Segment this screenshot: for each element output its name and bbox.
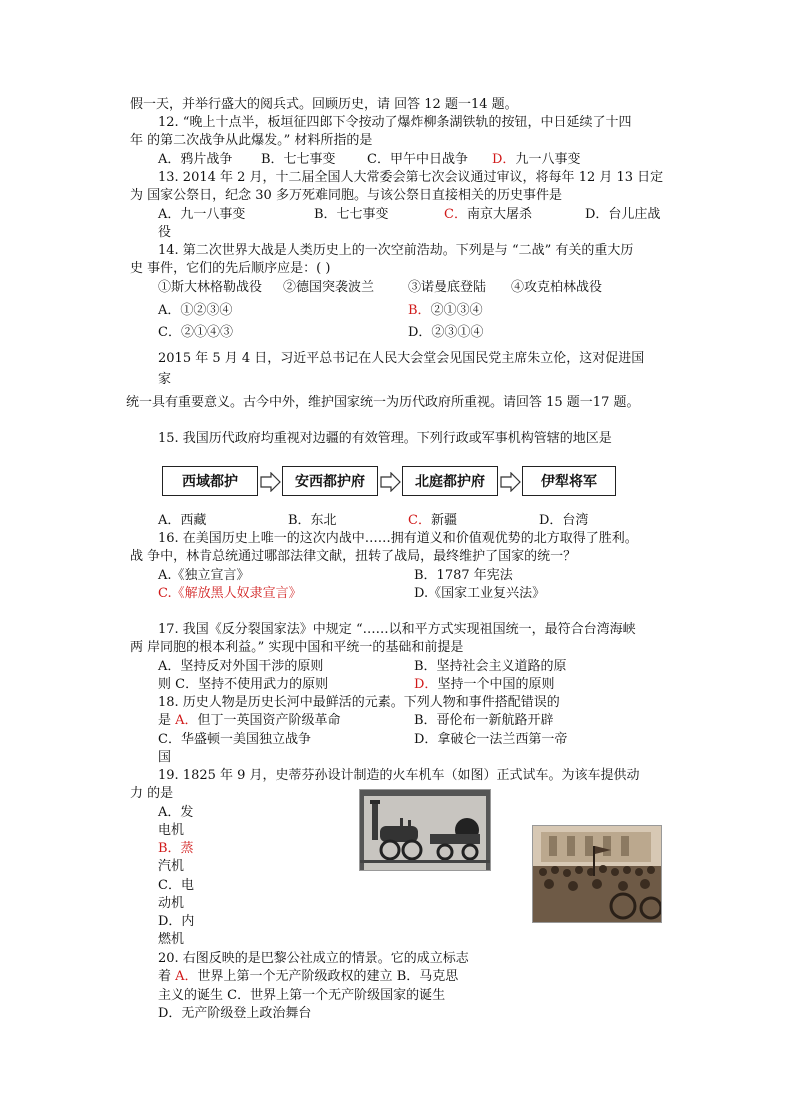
q17-option-b-cont: [158, 676, 328, 694]
q15-option-c: C．新疆: [408, 513, 457, 528]
q19-option-b: B．蒸: [158, 841, 194, 856]
q19-option-b-cont: 汽机: [158, 859, 185, 874]
q13-option-c: C．南京大屠杀: [444, 207, 532, 222]
q15-stem: 15. 我国历代政府均重视对边疆的有效管理。下列行政或军事机构管辖的地区是: [158, 431, 612, 446]
q14-option-d: D．②③①④: [408, 325, 484, 340]
flow-box-anxi: 安西都护府: [282, 466, 378, 496]
q18-option-b: B．哥伦布一新航路开辟: [414, 713, 554, 728]
q19-option-d-cont: 燃机: [158, 932, 185, 947]
flow-box-beiting: 北庭都护府: [402, 466, 498, 496]
q20-option-a-text: 世界上第一个无产阶级政权的建立: [197, 969, 393, 984]
q14-stem: 14. 第二次世界大战是人类历史上的一次空前浩劫。下列是与 “二战” 有关的重大历: [158, 243, 634, 258]
q15-option-a: A．西藏: [158, 513, 207, 528]
q14-option-c: C．②①④③: [158, 325, 233, 340]
flow-arrow-icon: [380, 472, 402, 492]
q19-option-a-cont: 电机: [158, 823, 185, 838]
q20-option-a: 着 A．世界上第一个无产阶级政权的建立 B．马克思: [158, 969, 459, 984]
q14-option-a: A．①②③④: [158, 303, 233, 318]
q17-option-c-text: C．坚持不使用武力的原则: [175, 677, 329, 692]
q20-option-b-text: B．马克思: [396, 969, 459, 984]
q17-option-d-text: 坚持一个中国的原则: [437, 677, 555, 692]
q12-option-b: B．七七事变: [261, 152, 336, 167]
q17-option-b: B．坚持社会主义道路的原: [414, 659, 567, 674]
intro-line: 假一天，并举行盛大的阅兵式。回顾历史，请 回答 12 题一14 题。: [130, 97, 518, 112]
q13-option-c-text: 南京大屠杀: [466, 207, 532, 222]
q18-option-a: 是 A．但丁一英国资产阶级革命: [158, 713, 341, 728]
q13-option-d: D．台儿庄战: [585, 207, 661, 222]
q13-option-b: B．七七事变: [314, 207, 389, 222]
q14-item-3: ③诺曼底登陆: [408, 280, 487, 295]
q19-stem-cont: 力 的是: [130, 786, 174, 801]
q18-option-a-text: 但丁一英国资产阶级革命: [197, 713, 341, 728]
q20-lead: 着: [158, 969, 172, 984]
q15-option-d: D．台湾: [539, 513, 589, 528]
q19-option-d: D．内: [158, 914, 195, 929]
flow-box-xiyu: 西域都护: [162, 466, 258, 496]
q20-stem: 20. 右图反映的是巴黎公社成立的情景。它的成立标志: [158, 951, 469, 966]
q19-option-c: C．电: [158, 878, 194, 893]
q17-option-d: D．坚持一个中国的原则: [414, 677, 555, 692]
q18-stem: 18. 历史人物是历史长河中最鲜活的元素。下列人物和事件搭配错误的: [158, 695, 560, 710]
q15-option-b: B．东北: [288, 513, 337, 528]
q13-stem-cont: 为 国家公祭日，纪念 30 多万死难同胞。与该公祭日直接相关的历史事件是: [130, 188, 562, 203]
q18-lead: 是: [158, 713, 172, 728]
locomotive-image: [359, 789, 491, 871]
q16-stem-cont: 战 争中，林肯总统通过哪部法律文献，扭转了战局，最终维护了国家的统一？: [130, 549, 577, 564]
q20-option-b-cont: [158, 987, 445, 1005]
q16-stem: 16. 在美国历史上唯一的这次内战中……拥有道义和价值观优势的北方取得了胜利。: [158, 531, 638, 546]
q14-item-2: ②德国突袭波兰: [283, 280, 375, 295]
q13-stem: 13. 2014 年 2 月，十二届全国人大常委会第七次会议通过审议，将每年 12 月 13 日定: [158, 170, 664, 185]
intro2-line1: 2015 年 5 月 4 日，习近平总书记在人民大会堂会见国民党主席朱立伦，这对促进国: [158, 351, 645, 366]
q19-option-c-cont: 动机: [158, 896, 185, 911]
q18-option-d: D．拿破仑一法兰西第一帝: [414, 732, 568, 747]
q16-option-a: A.《独立宣言》: [158, 568, 250, 583]
q13-option-d-cont: 役: [158, 225, 172, 240]
q12-stem: 12. “晚上十点半，板垣征四郎下令按动了爆炸柳条湖铁轨的按钮，中日延续了十四: [158, 115, 632, 130]
q14-item-4: ④攻克柏林战役: [511, 280, 603, 295]
q19-option-a: A．发: [158, 805, 194, 820]
q20-option-c-text: C．世界上第一个无产阶级国家的诞生: [227, 988, 446, 1003]
q13-option-a: A．九一八事变: [158, 207, 246, 222]
q14-option-b: B．②①③④: [408, 303, 483, 318]
q17-stem-cont: 两 岸同胞的根本利益。” 实现中国和平统一的基础和前提是: [130, 640, 464, 655]
q15-option-c-text: 新疆: [430, 513, 457, 528]
q19-stem: 19. 1825 年 9 月，史蒂芬孙设计制造的火车机车（如图）正式试车。为该车提供动: [158, 768, 640, 783]
intro2-line2: 家: [158, 372, 172, 387]
q12-option-a: A．鸦片战争: [158, 152, 233, 167]
flow-arrow-icon: [500, 472, 522, 492]
flow-arrow-icon: [260, 472, 282, 492]
q18-option-c: C．华盛顿一美国独立战争: [158, 732, 311, 747]
q16-option-b: B．1787 年宪法: [414, 568, 513, 583]
q17-option-b-cont-text: 则: [158, 677, 172, 692]
q17-option-a: A．坚持反对外国干涉的原则: [158, 659, 324, 674]
q14-option-b-text: ②①③④: [430, 303, 483, 318]
flow-box-yili: 伊犁将军: [522, 466, 616, 496]
q20-option-b-cont-text: 主义的诞生: [158, 988, 224, 1003]
q12-stem-cont: 年 的第二次战争从此爆发。” 材料所指的是: [130, 133, 373, 148]
intro2-line3: 统一具有重要意义。古今中外，维护国家统一为历代政府所重视。请回答 15 题一17 题。: [126, 395, 640, 410]
q16-option-d: D.《国家工业复兴法》: [414, 586, 546, 601]
q17-stem: 17. 我国《反分裂国家法》中规定 “……以和平方式实现祖国统一，最符合台湾海峡: [158, 622, 636, 637]
q12-option-d-text: 九一八事变: [515, 152, 581, 167]
paris-commune-image: [532, 825, 662, 923]
q14-stem-cont: 史 事件，它们的先后顺序应是：( ): [130, 261, 331, 276]
q20-option-d: D．无产阶级登上政治舞台: [158, 1006, 312, 1021]
q12-option-c: C．甲午中日战争: [367, 152, 468, 167]
q18-option-d-cont: 国: [158, 750, 172, 765]
q16-option-c: C.《解放黑人奴隶宣言》: [158, 586, 302, 601]
q14-item-1: ①斯大林格勒战役: [158, 280, 263, 295]
q12-option-d: D．九一八事变: [492, 152, 581, 167]
